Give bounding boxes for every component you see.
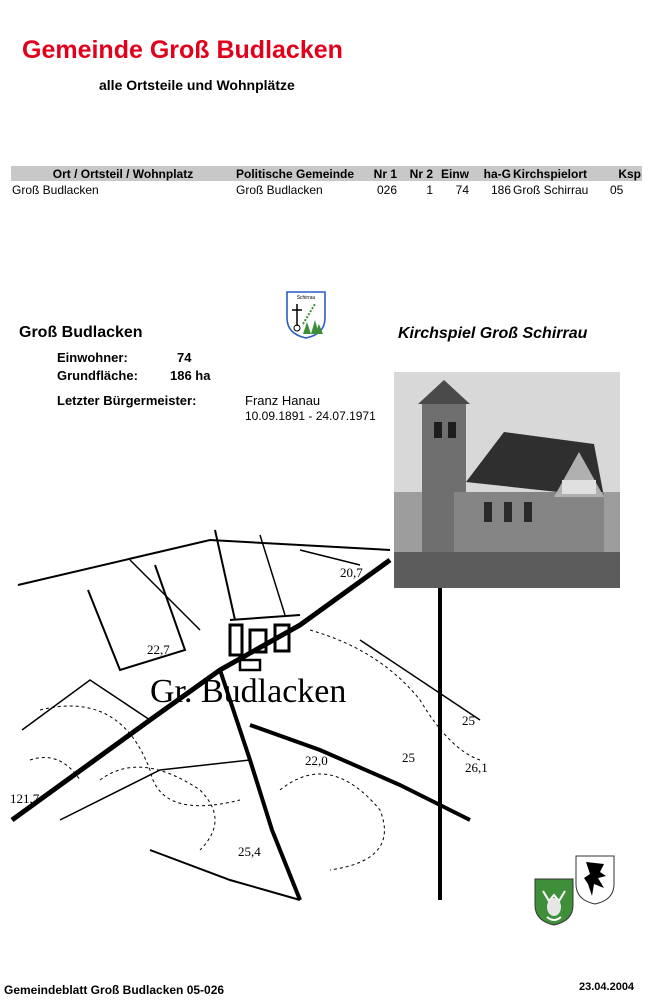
area-value: 186 ha: [170, 368, 211, 383]
column-header: Nr 2: [398, 166, 434, 181]
table-cell: 186: [490, 182, 511, 197]
map-place-label: Gr. Budlacken: [150, 673, 347, 710]
footer-document-id: Gemeindeblatt Groß Budlacken 05-026: [4, 983, 225, 997]
table-header-row: [11, 166, 642, 181]
crest-label: Schirrau: [296, 295, 316, 301]
inhabitants-label: Einwohner:: [57, 350, 128, 365]
schirrau-crest-icon: [285, 290, 327, 340]
inhabitants-value: 74: [177, 350, 192, 365]
mayor-name: Franz Hanau: [245, 393, 321, 408]
table-cell: 05: [610, 182, 624, 197]
map-elevation-label: 22,7: [147, 642, 170, 657]
map-elevation-label: 26,1: [465, 760, 488, 775]
mayor-dates: 10.09.1891 - 24.07.1971: [245, 409, 376, 423]
eagle-crest-icon: [574, 854, 616, 906]
map-elevation-label: 25: [402, 750, 415, 765]
table-row: [11, 181, 642, 198]
map-elevation-label: 25: [462, 713, 475, 728]
column-header: Nr 1: [368, 166, 398, 181]
church-photo: [394, 372, 620, 588]
parish-heading: Kirchspiel Groß Schirrau: [398, 325, 588, 342]
table-cell: Groß Budlacken: [12, 182, 99, 197]
column-header: ha-G: [470, 166, 512, 181]
map-elevation-label: 25,4: [238, 844, 261, 859]
map-elevation-label: 121,7: [10, 791, 40, 806]
map-elevation-label: 20,7: [340, 565, 363, 580]
mayor-label: Letzter Bürgermeister:: [57, 393, 197, 408]
footer-date: 23.04.2004: [579, 981, 635, 993]
map-elevation-label: 22,0: [305, 753, 328, 768]
column-header: Einw: [434, 166, 470, 181]
page-title: Gemeinde Groß Budlacken: [22, 36, 343, 64]
page-subtitle: alle Ortsteile und Wohnplätze: [99, 77, 295, 93]
column-header: Politische Gemeinde: [235, 166, 368, 181]
column-header: Kirchspielort: [512, 166, 602, 181]
area-label: Grundfläche:: [57, 368, 138, 383]
column-header: Ksp: [602, 166, 642, 181]
place-heading: Groß Budlacken: [19, 324, 143, 341]
column-header: Ort / Ortsteil / Wohnplatz: [11, 166, 235, 181]
municipal-crest-icon: [533, 877, 575, 927]
table-cell: 026: [376, 182, 397, 197]
table-cell: 74: [455, 182, 469, 197]
table-cell: 1: [426, 182, 433, 197]
table-cell: Groß Schirrau: [513, 182, 589, 197]
table-cell: Groß Budlacken: [236, 182, 323, 197]
overview-table: [11, 166, 642, 198]
